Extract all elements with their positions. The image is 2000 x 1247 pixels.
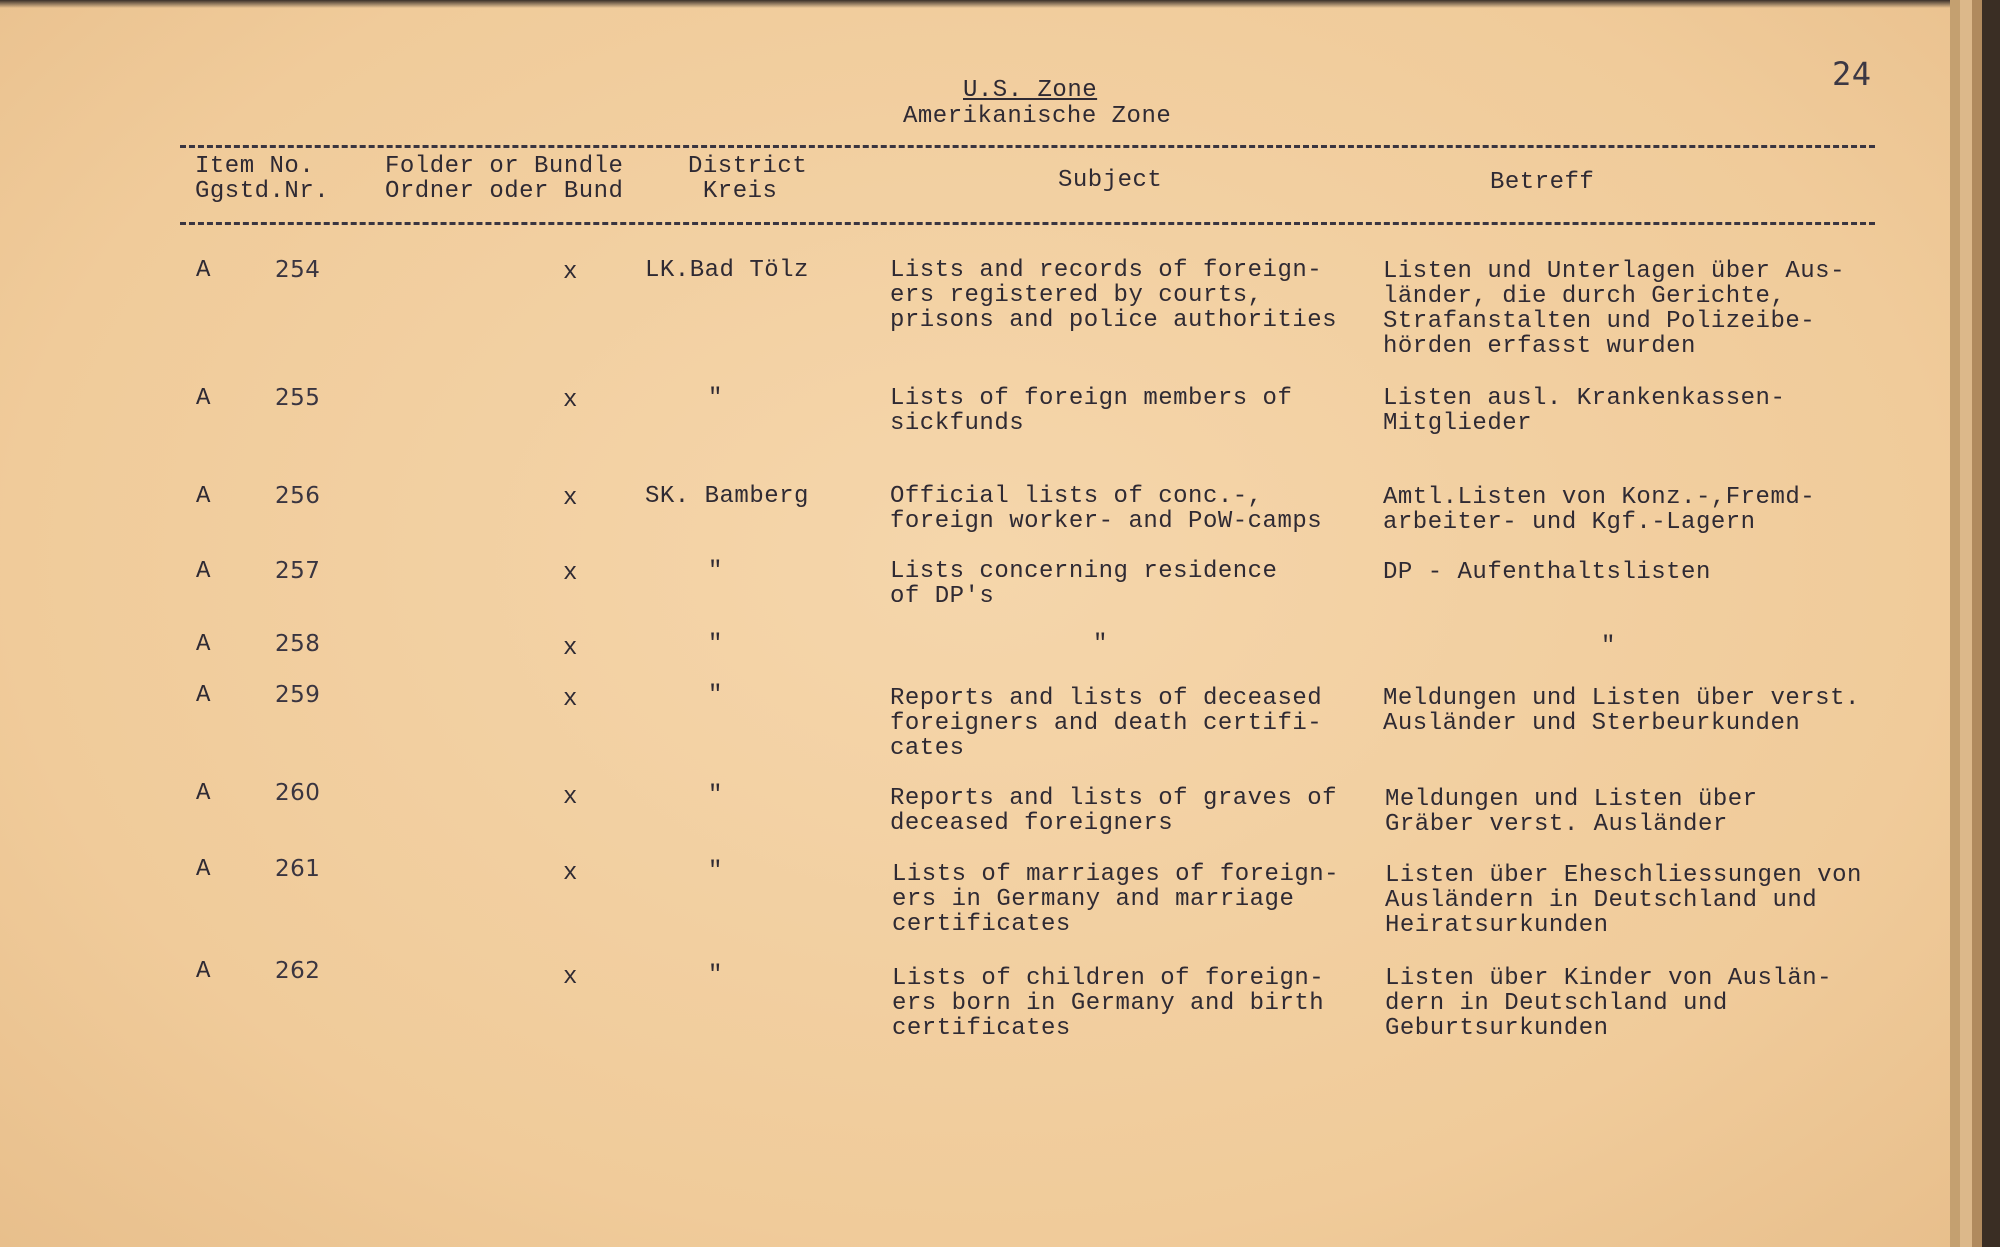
betreff-text: Listen über Eheschliessungen von Ausländern in Deutschland und Heiratsurkunden [1385,862,1862,939]
header-folder-bundle: Folder or Bundle Ordner oder Bund [385,153,624,205]
bundle-mark: x [563,635,578,662]
item-number: 262 [275,958,321,984]
district-value: " [708,858,723,885]
item-prefix: A [196,385,211,412]
subject-text: Reports and lists of graves of deceased foreigners [890,785,1338,837]
bundle-mark: x [563,784,578,811]
page-edge [1972,0,1982,1247]
subject-text: Lists of foreign members of sickfunds [890,385,1293,437]
item-number: 259 [275,682,321,708]
item-prefix: A [196,257,211,284]
district-value: SK. Bamberg [645,483,809,510]
zone-title: U.S. Zone [963,77,1098,104]
header-rule-bottom [180,222,1875,225]
item-prefix: A [196,631,211,658]
subject-text: Lists of marriages of foreign- ers in Germany and marriage certificates [892,861,1340,938]
item-number: 261 [275,856,321,882]
item-number: 260 [275,780,321,806]
betreff-text: Listen ausl. Krankenkassen- Mitglieder [1383,385,1786,437]
page-edge [1950,0,1960,1247]
item-prefix: A [196,558,211,585]
item-number: 254 [275,257,321,283]
betreff-text: " [1601,633,1616,660]
district-value: LK.Bad Tölz [645,257,809,284]
district-value: " [708,385,723,412]
subject-text: Reports and lists of deceased foreigners and death certifi- cates [890,685,1323,762]
top-shadow [0,0,1958,8]
zone-subtitle: Amerikanische Zone [903,103,1172,130]
bundle-mark: x [563,964,578,991]
betreff-text: Listen und Unterlagen über Aus- länder, die durch Gerichte, Strafanstalten und Polizeibe- hörden erfasst wurden [1383,258,1845,360]
item-number: 258 [275,631,321,657]
header-item-no: Item No. Ggstd.Nr. [195,153,330,205]
bundle-mark: x [563,485,578,512]
header-district: District Kreis [688,153,808,205]
district-value: " [708,682,723,709]
item-prefix: A [196,958,211,985]
item-number: 257 [275,558,321,584]
district-value: " [708,962,723,989]
district-value: " [708,631,723,658]
header-subject: Subject [1058,167,1163,194]
betreff-text: Meldungen und Listen über verst. Ausländer und Sterbeurkunden [1383,685,1860,737]
header-betreff: Betreff [1490,169,1595,196]
subject-text: " [1093,631,1108,658]
betreff-text: Meldungen und Listen über Gräber verst. Ausländer [1385,786,1758,838]
subject-text: Lists of children of foreign- ers born in Germany and birth certificates [892,965,1325,1042]
betreff-text: DP - Aufenthaltslisten [1383,559,1711,586]
bundle-mark: x [563,387,578,414]
betreff-text: Listen über Kinder von Auslän- dern in Deutschland und Geburtsurkunden [1385,965,1833,1042]
betreff-text: Amtl.Listen von Konz.-,Fremd- arbeiter- und Kgf.-Lagern [1383,484,1816,536]
bundle-mark: x [563,259,578,286]
item-prefix: A [196,483,211,510]
subject-text: Official lists of conc.-, foreign worker- and PoW-camps [890,483,1323,535]
page-edge [1960,0,1972,1247]
item-prefix: A [196,780,211,807]
page-number: 24 [1832,55,1872,93]
district-value: " [708,782,723,809]
district-value: " [708,558,723,585]
item-number: 256 [275,483,321,509]
book-spine [1982,0,2000,1247]
header-rule-top [180,145,1875,148]
subject-text: Lists and records of foreign- ers registered by courts, prisons and police authorities [890,257,1338,334]
item-prefix: A [196,682,211,709]
item-number: 255 [275,385,321,411]
bundle-mark: x [563,860,578,887]
bundle-mark: x [563,686,578,713]
bundle-mark: x [563,560,578,587]
item-prefix: A [196,856,211,883]
subject-text: Lists concerning residence of DP's [890,558,1278,610]
